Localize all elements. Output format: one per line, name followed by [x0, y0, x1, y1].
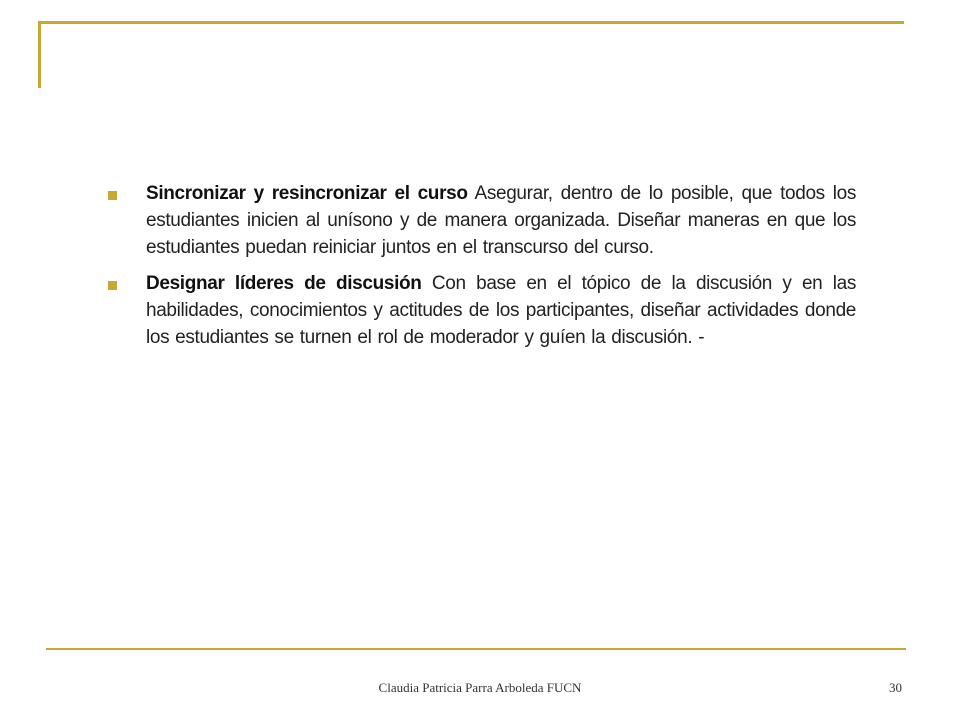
slide-content — [108, 180, 856, 360]
square-bullet-icon — [108, 281, 117, 290]
bullet-text — [146, 180, 856, 261]
bullet-body: Asegurar, dentro de lo posible, que todos los estudiantes inicien al unísono y de manera organizada. Diseñar maneras en que los estudiantes puedan reiniciar juntos en el transcurso del curso. — [146, 183, 857, 258]
frame-left-line — [38, 21, 41, 88]
square-bullet-icon — [108, 191, 117, 200]
bullet-body: Con base en el tópico de la discusión y en las habilidades, conocimientos y actitudes de los participantes, diseñar actividades donde los estudiantes se turnen el rol de moderador y guíen la discusión. - — [146, 273, 857, 348]
page-number: 30 — [889, 680, 902, 695]
bullet-item-leaders — [108, 270, 856, 351]
footer-divider — [46, 648, 906, 650]
frame-top-line — [38, 21, 904, 24]
footer-author: Claudia Patricia Parra Arboleda FUCN — [378, 680, 582, 695]
bullet-text — [146, 270, 856, 351]
bullet-heading: Sincronizar y resincronizar el curso — [146, 183, 468, 204]
bullet-heading: Designar líderes de discusión — [146, 273, 422, 294]
bullet-item-sync — [108, 180, 856, 261]
